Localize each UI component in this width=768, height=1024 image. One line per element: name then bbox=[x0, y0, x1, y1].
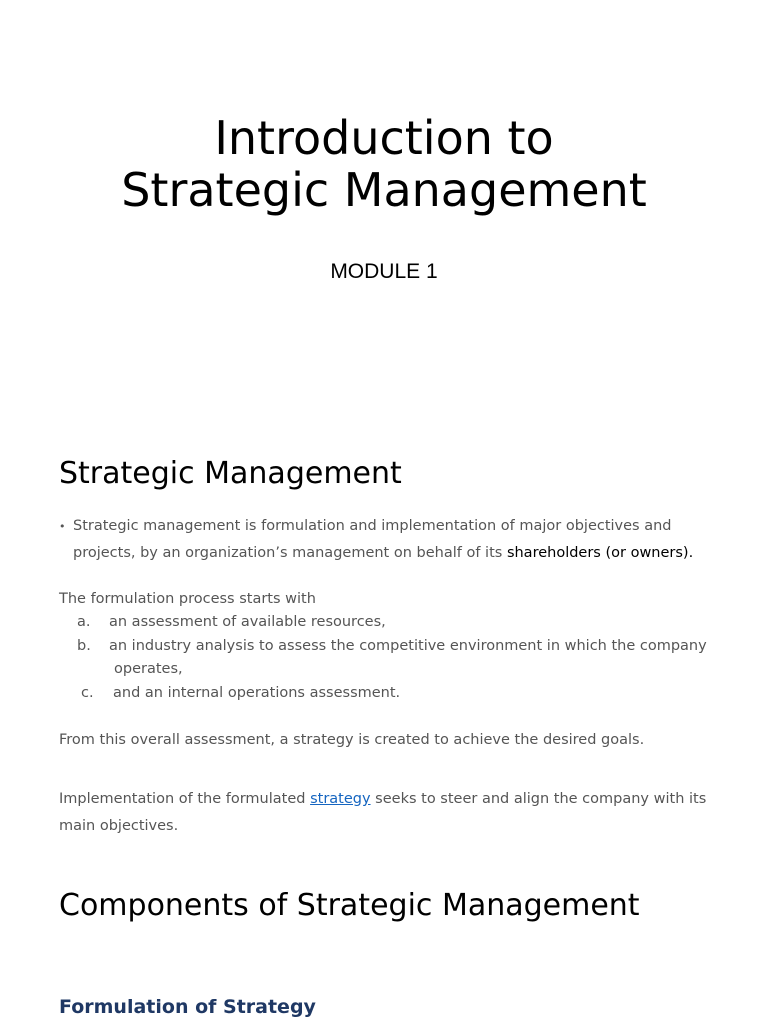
list-item bbox=[59, 682, 719, 706]
list-item-text: and an internal operations assessment. bbox=[113, 684, 401, 701]
list-marker: b. bbox=[77, 637, 91, 654]
bullet-icon: • bbox=[59, 520, 66, 533]
title-line-1: Introduction to bbox=[214, 111, 554, 165]
list-marker: c. bbox=[81, 684, 94, 701]
definition-text-main: Strategic management is formulation and implementation of major objectives and projects, by an organization’s management on behalf of its bbox=[73, 518, 672, 561]
list-item bbox=[59, 635, 719, 659]
subheading-formulation: Formulation of Strategy bbox=[59, 996, 316, 1018]
module-label: MODULE 1 bbox=[330, 260, 438, 283]
list-item-continuation: operates, bbox=[114, 661, 183, 677]
assessment-list bbox=[59, 611, 719, 705]
section-heading-strategic-management: Strategic Management bbox=[59, 456, 402, 491]
implementation-text-after: seeks to steer and align the company with its main objectives. bbox=[59, 791, 707, 834]
definition-text bbox=[59, 513, 709, 567]
list-item bbox=[59, 611, 719, 635]
process-intro: The formulation process starts with bbox=[59, 591, 316, 607]
document-title bbox=[0, 112, 768, 216]
strategy-link[interactable]: strategy bbox=[310, 791, 371, 807]
section-heading-components: Components of Strategic Management bbox=[59, 888, 640, 923]
list-item-text: an industry analysis to assess the competitive environment in which the company bbox=[109, 637, 707, 654]
list-item-text: an assessment of available resources, bbox=[109, 614, 386, 630]
implementation-text-before: Implementation of the formulated bbox=[59, 791, 311, 807]
title-line-2: Strategic Management bbox=[121, 163, 647, 217]
overall-assessment-text: From this overall assessment, a strategy is created to achieve the desired goals. bbox=[59, 732, 645, 748]
definition-bullet bbox=[59, 513, 709, 567]
implementation-text bbox=[59, 786, 719, 840]
list-marker: a. bbox=[77, 614, 91, 630]
definition-text-shareholders: shareholders (or owners). bbox=[506, 545, 694, 561]
